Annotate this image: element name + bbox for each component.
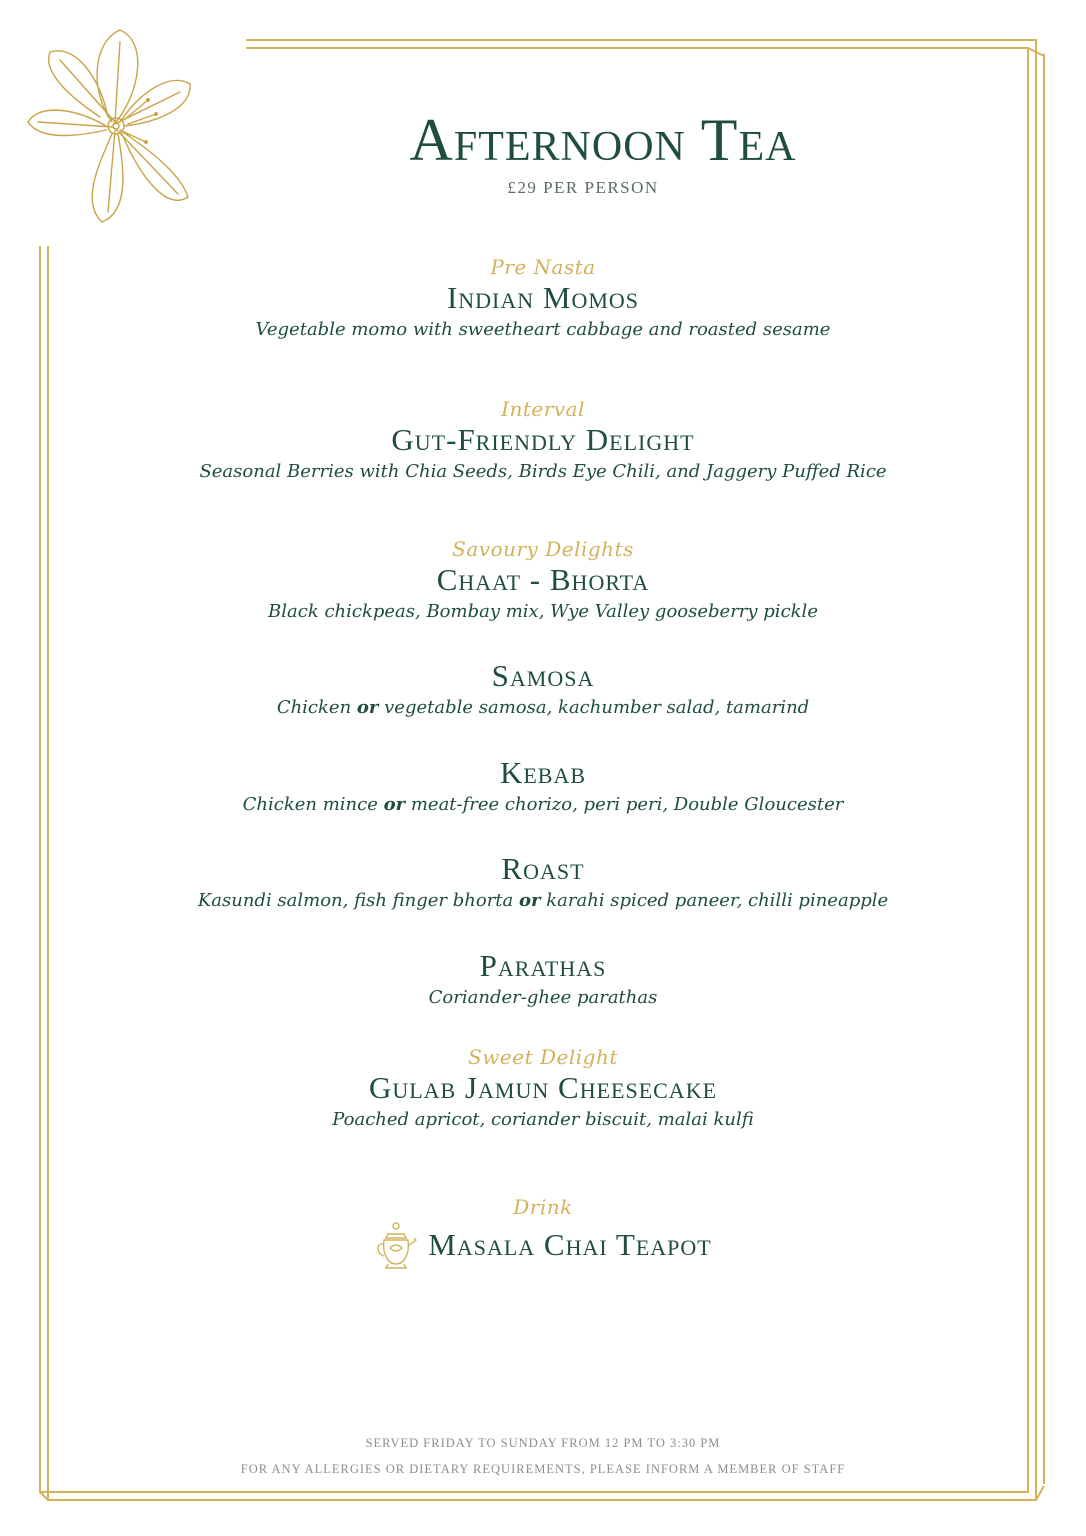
- page-title: Afternoon Tea: [409, 107, 797, 173]
- dish-description: [0, 694, 1086, 722]
- dish-name: Masala Chai Teapot: [428, 1227, 712, 1262]
- description-part: meat-free chorizo, peri peri, Double Gloucester: [410, 794, 844, 815]
- description-part: Chicken: [276, 697, 352, 718]
- section-label: Savoury Delights: [452, 537, 634, 561]
- drink-item: [374, 1220, 711, 1270]
- menu-header: [0, 108, 1086, 198]
- dish-item: [0, 948, 1086, 1044]
- section-pre-nasta: [0, 254, 1086, 396]
- dish-description: Black chickpeas, Bombay mix, Wye Valley gooseberry pickle: [268, 601, 818, 622]
- section-drink: [0, 1194, 1086, 1274]
- dish-name: Chaat - Bhorta: [436, 562, 650, 597]
- dish-name: Gut-Friendly Delight: [391, 422, 695, 457]
- dish-name: Roast: [501, 851, 585, 886]
- dish-description: Seasonal Berries with Chia Seeds, Birds Eye Chili, and Jaggery Puffed Rice: [199, 461, 887, 482]
- or-word: or: [356, 697, 379, 718]
- or-word: or: [383, 794, 406, 815]
- dish-item: [0, 562, 1086, 658]
- menu-content: [0, 254, 1086, 1274]
- dish-name: Indian Momos: [446, 280, 640, 315]
- or-word: or: [519, 890, 541, 911]
- footer-service-hours: SERVED FRIDAY TO SUNDAY FROM 12 PM TO 3:30 PM: [365, 1436, 721, 1450]
- dish-name: Parathas: [479, 948, 607, 983]
- description-part: vegetable samosa, kachumber salad, tamarind: [384, 697, 810, 718]
- description-part: Chicken mince: [242, 794, 378, 815]
- dish-item: [0, 658, 1086, 755]
- dish-description: Poached apricot, coriander biscuit, malai kulfi: [332, 1109, 754, 1130]
- dish-item: [0, 755, 1086, 851]
- price-per-person: £29 PER PERSON: [507, 178, 659, 197]
- dish-name: Kebab: [499, 755, 587, 790]
- section-sweet: [0, 1044, 1086, 1194]
- section-label: Drink: [513, 1195, 573, 1219]
- dish-description: Coriander-ghee parathas: [428, 987, 658, 1008]
- dish-name: Samosa: [491, 658, 595, 693]
- footer-allergy-note: FOR ANY ALLERGIES OR DIETARY REQUIREMENTS, PLEASE INFORM A MEMBER OF STAFF: [240, 1462, 846, 1476]
- teapot-icon: [374, 1220, 418, 1270]
- description-part: karahi spiced paneer, chilli pineapple: [546, 890, 889, 911]
- section-label: Sweet Delight: [468, 1045, 618, 1069]
- description-part: Kasundi salmon, fish finger bhorta: [197, 890, 514, 911]
- dish-description: Vegetable momo with sweetheart cabbage and roasted sesame: [255, 319, 831, 340]
- dish-name: Gulab Jamun Cheesecake: [368, 1070, 718, 1105]
- section-savoury: [0, 536, 1086, 1044]
- dish-item: [0, 851, 1086, 948]
- section-interval: [0, 396, 1086, 536]
- section-label: Pre Nasta: [490, 255, 596, 279]
- section-label: Interval: [501, 397, 585, 421]
- dish-description: [0, 887, 1086, 915]
- dish-description: [0, 791, 1086, 819]
